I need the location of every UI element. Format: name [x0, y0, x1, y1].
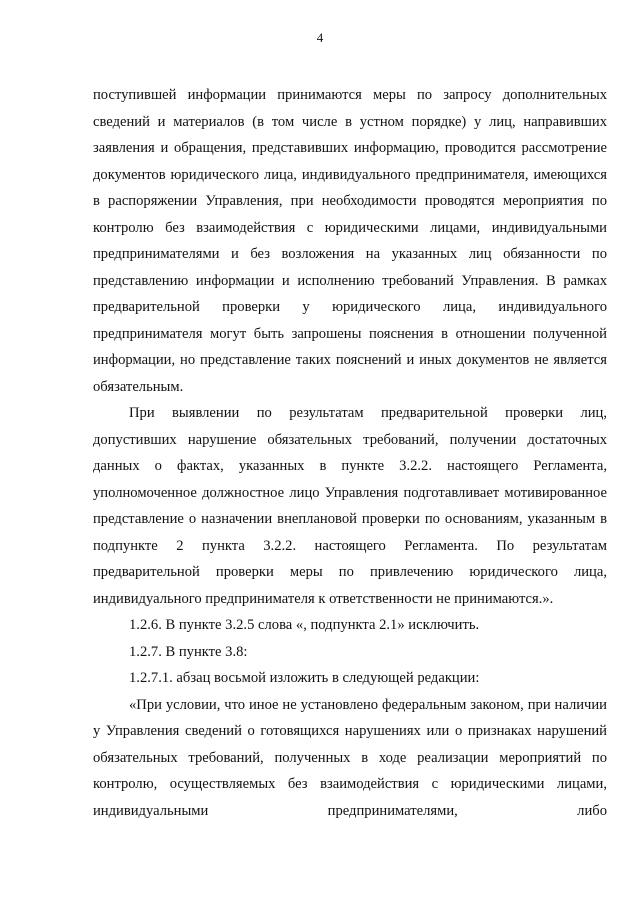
- document-body: [93, 82, 607, 824]
- page-number: 4: [316, 30, 324, 45]
- paragraph-quoted-amendment: «При условии, что иное не установлено федеральным законом, при наличии у Управления сведений о готовящихся нарушениях или о признаках нарушений обязательных требований, полученных в ходе реализации мероприятий по контролю, осуществляемых без взаимодействия с юридическими лицами, индивидуальными предпринимателями, либо: [93, 696, 607, 819]
- paragraph-item-1-2-7-1: 1.2.7.1. абзац восьмой изложить в следующей редакции:: [129, 670, 480, 686]
- paragraph-preliminary-check: При выявлении по результатам предварительной проверки лиц, допустивших нарушение обязательных требований, получении достаточных данных о фактах, указанных в пункте 3.2.2. настоящего Регламента, уполномоченное должностное лицо Управления подготавливает мотивированное представление о назначении внеплановой проверки по основаниям, указанным в подпункте 2 пункта 3.2.2. настоящего Регламента. По результатам предварительной проверки меры по привлечению юридического лица, индивидуального предпринимателя к ответственности не принимаются.».: [93, 405, 607, 607]
- paragraph-item-1-2-6: 1.2.6. В пункте 3.2.5 слова «, подпункта 2.1» исключить.: [129, 617, 480, 633]
- paragraph-continued: поступившей информации принимаются меры по запросу дополнительных сведений и материалов (в том числе в устном порядке) у лиц, направивших заявления и обращения, представивших информацию, проводится рассмотрение документов юридического лица, индивидуального предпринимателя, имеющихся в распоряжении Управления, при необходимости проводятся мероприятия по контролю без взаимодействия с юридическими лицами, индивидуальными предпринимателями и без возложения на указанных лиц обязанности по представлению информации и исполнению требований Управления. В рамках предварительной проверки у юридического лица, индивидуального предпринимателя могут быть запрошены пояснения в отношении полученной информации, но представление таких пояснений и иных документов не является обязательным.: [93, 87, 607, 395]
- paragraph-item-1-2-7: 1.2.7. В пункте 3.8:: [129, 643, 248, 660]
